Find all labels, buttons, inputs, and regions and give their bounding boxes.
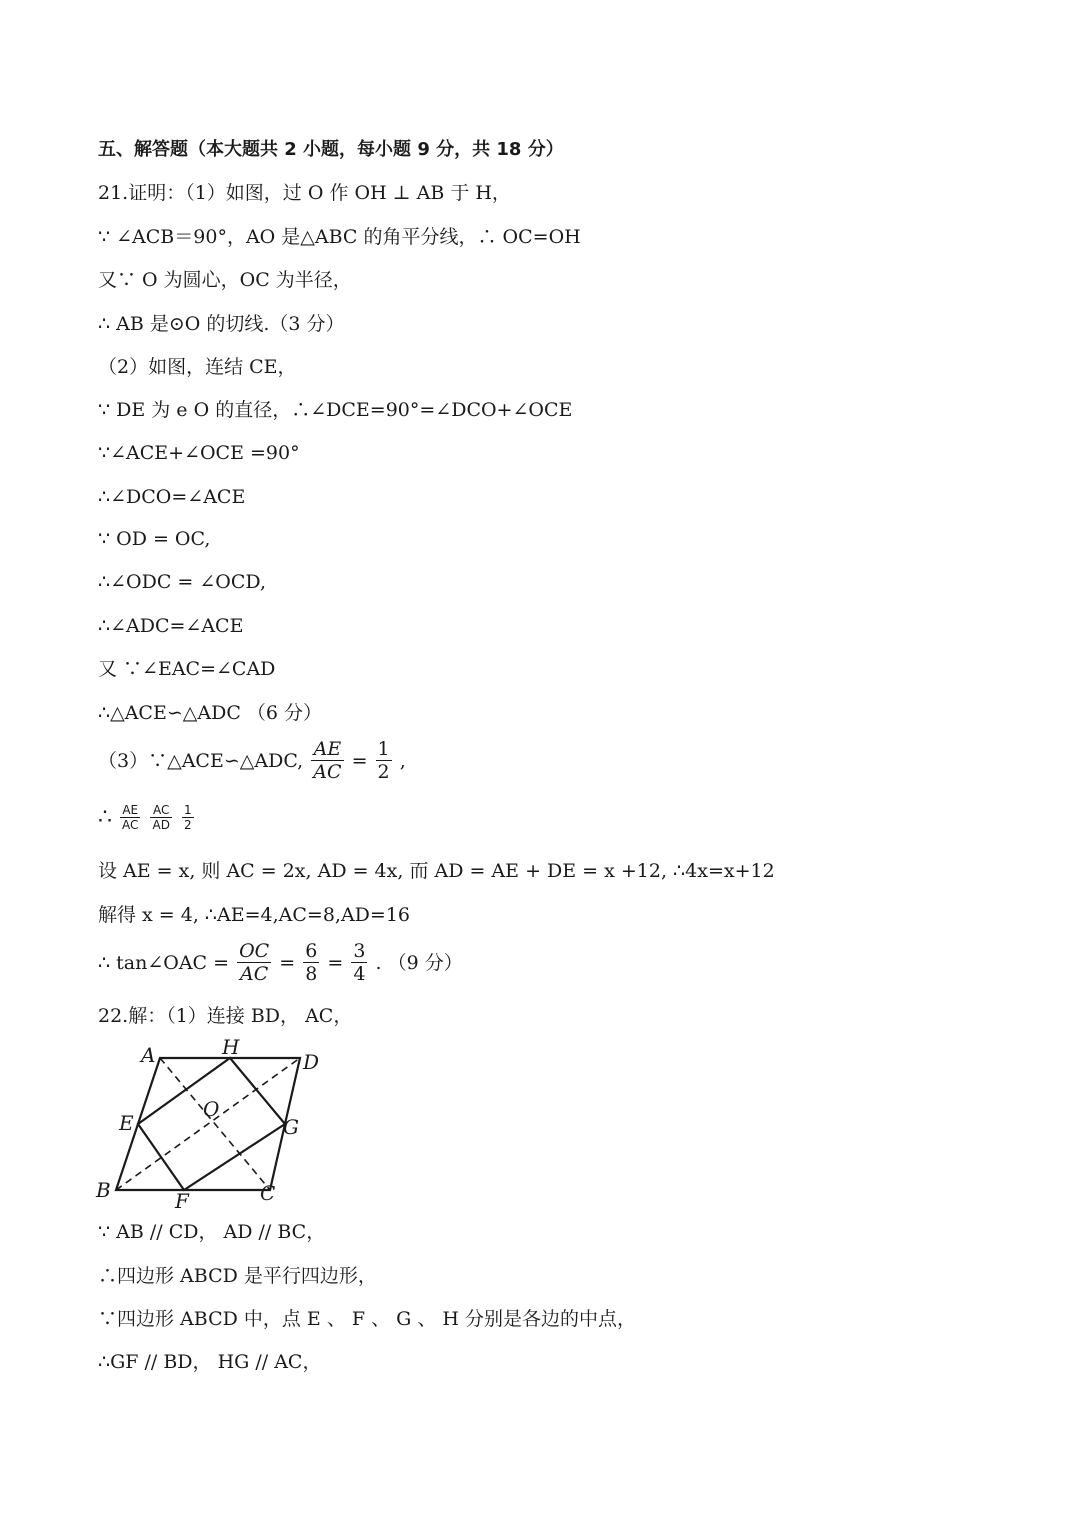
text-line: ∴GF // BD， HG // AC，: [98, 1351, 322, 1373]
text-line: ∴∠ODC = ∠OCD,: [98, 571, 266, 593]
fraction-ae-ac: [311, 738, 343, 783]
fraction-numerator: 1: [183, 803, 192, 817]
text-line: ∴∠DCO=∠ACE: [98, 486, 246, 508]
fraction-numerator: 1: [377, 738, 390, 760]
fraction-numerator: AC: [150, 803, 171, 818]
parallelogram-figure: [90, 1030, 350, 1215]
label-e: E: [119, 1111, 134, 1135]
fraction-one-half: [182, 803, 194, 832]
label-c: C: [260, 1181, 276, 1205]
label-b: B: [96, 1178, 111, 1202]
fraction-ac-ad: [150, 803, 171, 832]
text-line: ∴∠ADC=∠ACE: [98, 615, 244, 637]
text-line: ∵∠ACE+∠OCE =90°: [98, 442, 300, 464]
therefore-symbol: ∴: [98, 804, 112, 830]
text-line: 解得 x = 4, ∴AE=4,AC=8,AD=16: [98, 904, 411, 926]
fraction-denominator: AC: [122, 818, 139, 832]
text-line: 21.证明：（1）如图，过 O 作 OH ⊥ AB 于 H，: [98, 182, 511, 204]
fraction-denominator: AC: [240, 963, 269, 985]
text-line: 22.解：（1）连接 BD， AC，: [98, 1005, 353, 1027]
label-d: D: [303, 1050, 320, 1074]
fraction-numerator: OC: [239, 940, 270, 962]
equals-sign: =: [351, 749, 368, 772]
text-line: ∵ ∠ACB＝90°，AO 是△ABC 的角平分线，∴ OC=OH: [98, 226, 581, 248]
text-line: 又 ∵∠EAC=∠CAD: [98, 658, 276, 680]
text-line: 又∵ O 为圆心，OC 为半径，: [98, 269, 352, 291]
fraction-denominator: AD: [152, 818, 170, 832]
label-a: A: [141, 1043, 156, 1067]
text-line: ∴ AB 是⊙O 的切线.（3 分）: [98, 313, 345, 335]
score-note: . （9 分）: [375, 951, 463, 974]
label-o: O: [203, 1097, 220, 1121]
fraction-denominator: AC: [313, 761, 342, 783]
fraction-denominator: 8: [305, 963, 318, 985]
tan-line: [98, 940, 463, 985]
text-line: 设 AE = x, 则 AC = 2x, AD = 4x, 而 AD = AE + DE = x +12, ∴4x=x+12: [98, 860, 775, 882]
section-heading: 五、解答题（本大题共 2 小题，每小题 9 分，共 18 分）: [98, 139, 564, 160]
comma: ,: [399, 749, 406, 772]
therefore-ratio-line: [98, 803, 196, 832]
label-g: G: [283, 1115, 299, 1139]
fraction-denominator: 2: [183, 818, 192, 832]
equals-sign: =: [279, 951, 296, 974]
q3-line: [98, 738, 406, 783]
text-line: ∵ DE 为 e O 的直径，∴∠DCE=90°=∠DCO+∠OCE: [98, 399, 573, 421]
q3-prefix: （3）∵△ACE∽△ADC,: [98, 749, 304, 772]
fraction-numerator: 3: [353, 940, 366, 962]
equals-sign: =: [327, 951, 344, 974]
text-line: （2）如图，连结 CE，: [98, 356, 297, 378]
text-line: ∵ AB // CD， AD // BC，: [98, 1221, 326, 1243]
fraction-denominator: 2: [377, 761, 390, 783]
quadrilateral-efgh: [138, 1058, 285, 1190]
fraction-one-half: [376, 738, 392, 783]
fraction-oc-ac: [237, 940, 271, 985]
fraction-numerator: AE: [311, 738, 343, 761]
tan-prefix: ∴ tan∠OAC =: [98, 951, 230, 974]
fraction-three-quarters: [351, 940, 367, 985]
diagonal-bd: [116, 1058, 300, 1190]
text-line: ∵ OD = OC,: [98, 528, 211, 550]
text-line: ∵四边形 ABCD 中，点 E 、 F 、 G 、 H 分别是各边的中点，: [98, 1308, 637, 1330]
fraction-ae-ac: [120, 803, 140, 832]
fraction-six-eighths: [303, 940, 319, 985]
text-line: ∴四边形 ABCD 是平行四边形，: [98, 1265, 377, 1287]
fraction-denominator: 4: [353, 963, 366, 985]
label-h: H: [222, 1035, 240, 1059]
fraction-numerator: AE: [120, 803, 140, 818]
label-f: F: [175, 1189, 189, 1213]
fraction-numerator: 6: [305, 940, 318, 962]
text-line: ∴△ACE∽△ADC （6 分）: [98, 702, 323, 724]
